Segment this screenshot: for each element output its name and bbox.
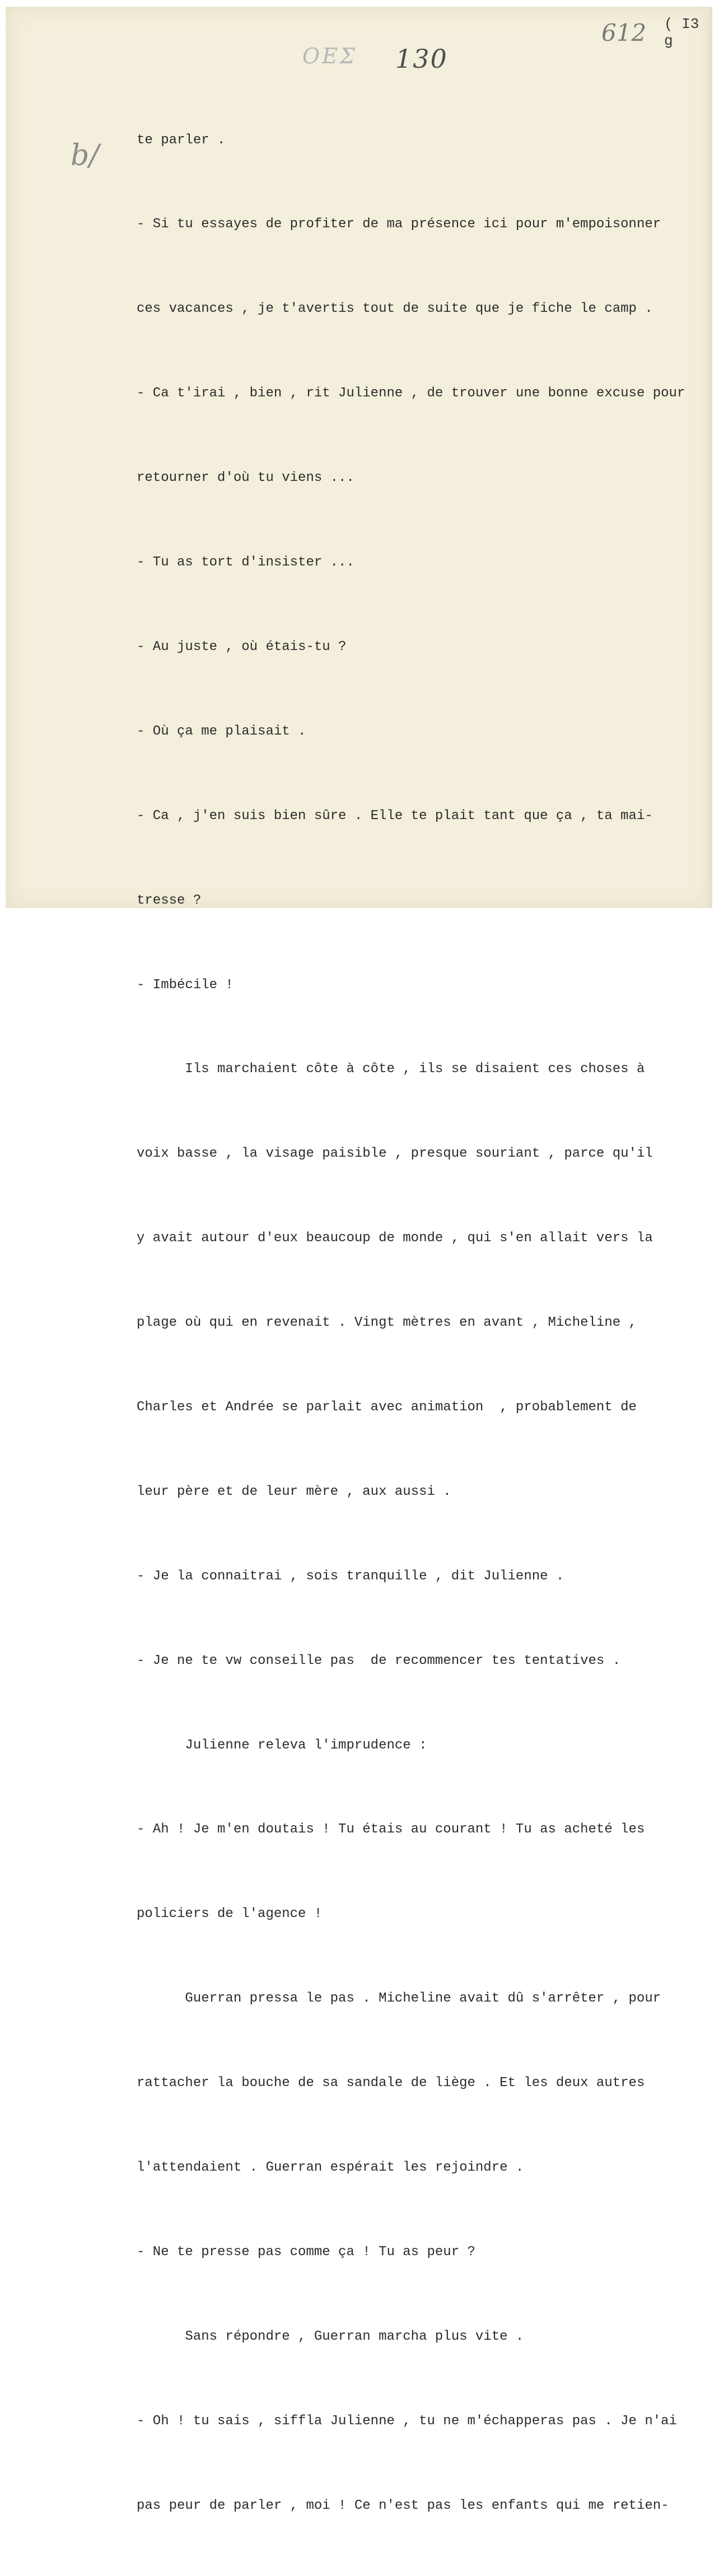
text-line: - Où ça me plaisait . (137, 723, 306, 739)
text-line: - Au juste , où étais-tu ? (137, 639, 347, 654)
typed-page-reference: ( I3 g (664, 16, 699, 49)
typescript-body (137, 70, 719, 2576)
text-line: Guerran pressa le pas . Micheline avait dû s'arrêter , pour (137, 1991, 661, 2007)
text-line: - Tu as tort d'insister ... (137, 555, 354, 571)
text-line: - Ne te presse pas comme ça ! Tu as peur ? (137, 2244, 475, 2260)
text-line: Julienne releva l'imprudence : (137, 1737, 427, 1753)
text-line: retourner d'où tu viens ... (137, 470, 354, 486)
text-line: policiers de l'agence ! (137, 1906, 323, 1922)
faded-page-number: OEΣ (302, 44, 357, 68)
text-line: voix basse , la visage paisible , presque souriant , parce qu'il (137, 1146, 653, 1162)
text-line: pas peur de parler , moi ! Ce n'est pas les enfants qui me retien- (137, 2498, 669, 2513)
text-line: - Ca t'irai , bien , rit Julienne , de trouver une bonne excuse pour (137, 386, 685, 401)
text-line: Charles et Andrée se parlait avec animation , probablement de (137, 1399, 637, 1415)
typed-page (6, 7, 712, 2513)
text-line: leur père et de leur mère , aux aussi . (137, 1484, 451, 1499)
text-line: - Oh ! tu sais , siffla Julienne , tu ne m'échapperas pas . Je n'ai (137, 2413, 677, 2429)
text-line: y avait autour d'eux beaucoup de monde , qui s'en allait vers la (137, 1231, 653, 1246)
text-line: rattacher la bouche de sa sandale de liège . Et les deux autres (137, 2075, 645, 2091)
margin-correction-mark: b/ (71, 139, 99, 172)
text-line: - Si tu essayes de profiter de ma présence ici pour m'empoisonner (137, 217, 661, 232)
text-line: - Ca , j'en suis bien sûre . Elle te plait tant que ça , ta mai- (137, 808, 653, 824)
text-line: - Ah ! Je m'en doutais ! Tu étais au courant ! Tu as acheté les (137, 1822, 645, 1838)
text-line: tresse ? (137, 892, 202, 908)
text-line: plage où qui en revenait . Vingt mètres en avant , Micheline , (137, 1315, 637, 1331)
text-line: te parler . (137, 132, 226, 148)
text-line: Sans répondre , Guerran marcha plus vite . (137, 2329, 524, 2344)
handwritten-page-number: 130 (395, 44, 448, 74)
text-line: Ils marchaient côte à côte , ils se disaient ces choses à (137, 1062, 645, 1077)
text-line: l'attendaient . Guerran espérait les rejoindre . (137, 2159, 524, 2175)
text-line: - Imbécile ! (137, 977, 234, 993)
handwritten-folio-number: 612 (601, 19, 647, 46)
text-line: - Je ne te vw conseille pas de recommencer tes tentatives . (137, 1653, 621, 1668)
text-line: ces vacances , je t'avertis tout de suite que je fiche le camp . (137, 301, 653, 317)
text-line: - Je la connaitrai , sois tranquille , dit Julienne . (137, 1568, 564, 1584)
